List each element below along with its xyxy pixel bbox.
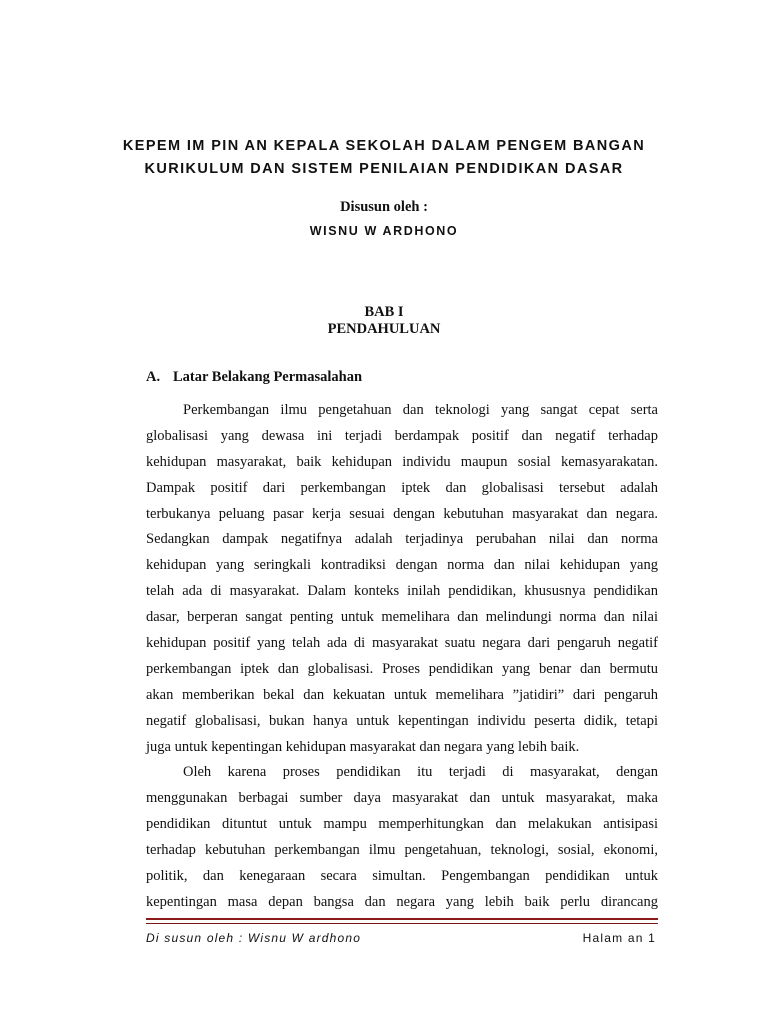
body-line: Oleh karena proses pendidikan itu terjadi di masyarakat, dengan (183, 764, 658, 781)
body-line: menggunakan berbagai sumber daya masyarakat dan untuk masyarakat, maka (146, 790, 658, 807)
body-line: Sedangkan dampak negatifnya adalah terjadinya perubahan nilai dan norma (146, 531, 658, 548)
body-line: dasar, berperan sangat penting untuk memelihara dan melindungi norma dan nilai (146, 609, 658, 626)
body-line: telah ada di masyarakat. Dalam konteks inilah pendidikan, khususnya pendidikan (146, 583, 658, 600)
body-line: Dampak positif dari perkembangan iptek dan globalisasi tersebut adalah (146, 479, 658, 496)
body-line: kehidupan positif yang telah ada di masyarakat suatu negara dari pengaruh negatif (146, 635, 658, 652)
body-line: juga untuk kepentingan kehidupan masyarakat dan negara yang lebih baik. (146, 738, 580, 755)
body-line: Perkembangan ilmu pengetahuan dan teknologi yang sangat cepat serta (183, 402, 658, 418)
body-line: terhadap kebutuhan perkembangan ilmu pengetahuan, teknologi, sosial, ekonomi, (146, 842, 658, 859)
chapter-title: PENDAHULUAN (327, 321, 441, 337)
body-line: pendidikan dituntut untuk mampu memperhitungkan dan melakukan antisipasi (146, 816, 658, 833)
body-line: globalisasi yang dewasa ini terjadi berdampak positif dan negatif terhadap (146, 427, 658, 444)
section-title: Latar Belakang Permasalahan (173, 369, 363, 385)
author-name: WISNU W ARDHONO (309, 224, 459, 238)
body-line: negatif globalisasi, bukan hanya untuk kepentingan individu peserta didik, tetapi (146, 712, 658, 729)
document-title-line-2: KURIKULUM DAN SISTEM PENILAIAN PENDIDIKAN DASAR (144, 161, 624, 177)
body-line: akan memberikan bekal dan kekuatan untuk memelihara ”jatidiri” dari pengaruh (146, 686, 658, 703)
body-line: politik, dan kenegaraan secara simultan. Pengembangan pendidikan untuk (146, 868, 658, 885)
body-line: terbukanya peluang pasar kerja sesuai dengan kebutuhan masyarakat dan negara. (146, 505, 658, 522)
footer-rule-thick (146, 918, 658, 920)
footer-author: Di susun oleh : Wisnu W ardhono (146, 931, 362, 945)
page-number: Halam an 1 (582, 931, 656, 945)
footer-rule-thin (146, 923, 658, 924)
byline-label: Disusun oleh : (340, 199, 428, 215)
document-title-line-1: KEPEM IM PIN AN KEPALA SEKOLAH DALAM PENGEM BANGAN (122, 138, 646, 154)
body-line: kehidupan yang seringkali kontradiksi dengan norma dan nilai kehidupan yang (146, 557, 658, 574)
body-text (146, 398, 658, 916)
chapter-number: BAB I (364, 304, 404, 320)
section-letter: A. (146, 369, 161, 385)
body-line: kehidupan masyarakat, baik kehidupan individu maupun sosial kemasyarakatan. (146, 453, 658, 470)
body-line: perkembangan iptek dan globalisasi. Proses pendidikan yang benar dan bermutu (146, 660, 658, 677)
body-line: kepentingan masa depan bangsa dan negara yang lebih baik perlu dirancang (146, 893, 658, 910)
section-heading (146, 369, 362, 386)
